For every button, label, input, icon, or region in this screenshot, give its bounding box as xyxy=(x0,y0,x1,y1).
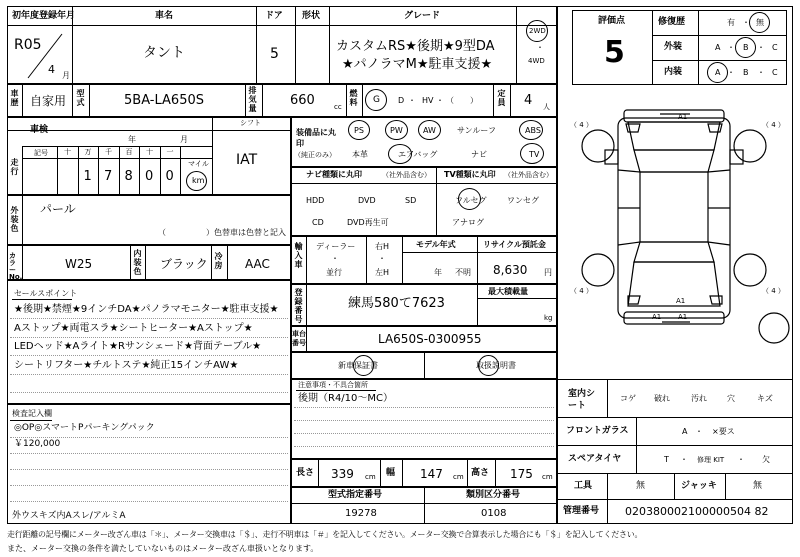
score-label: 評価点 xyxy=(598,16,626,26)
glass-label: フロントガラス xyxy=(566,426,629,436)
fuel-g: G xyxy=(373,95,380,105)
glass-a: A xyxy=(682,427,688,436)
notes-line: ◎OP◎スマートPパーキングパック xyxy=(14,423,155,433)
left-h: 左H xyxy=(375,268,390,277)
sales-line: Aストップ★両電スラ★シートヒーター★Aストップ★ xyxy=(14,322,253,334)
equip-pw: PW xyxy=(390,126,403,135)
score-value: 5 xyxy=(604,35,625,70)
exterior-b: B xyxy=(743,43,749,52)
navi-dvd-play: DVD再生可 xyxy=(347,218,389,227)
color-value: パール xyxy=(40,202,76,216)
new-warranty: 新車保証書 xyxy=(338,361,378,370)
equip-tv: TV xyxy=(529,150,540,159)
exterior-a: A xyxy=(715,43,721,52)
a1-rear-a: A1 xyxy=(652,313,662,321)
first-reg-era: R05 xyxy=(14,37,42,53)
divider xyxy=(557,473,793,474)
exterior-sep: ・ xyxy=(727,43,735,52)
remarks-label: 注意事項・不具合箇所 xyxy=(298,381,368,389)
fuel-d: D xyxy=(398,96,405,105)
first-reg-month: 4 xyxy=(48,63,55,76)
grade-label: グレード xyxy=(404,11,441,21)
repair-yes: 有 xyxy=(727,18,735,27)
navi-label: ナビ種類に丸印 xyxy=(306,170,362,179)
mgmt-value: 020380002100000504 82 xyxy=(625,505,769,518)
import-dot: ・ xyxy=(331,254,339,263)
width-unit: cm xyxy=(453,473,464,481)
recycle-label: リサイクル預託金 xyxy=(483,240,546,249)
mileage-sub: 記号 xyxy=(34,149,48,157)
yen-unit: 円 xyxy=(544,268,552,277)
tv-analog: アナログ xyxy=(452,218,484,227)
tv-label: TV種類に丸印 xyxy=(444,170,496,179)
interior-sep2: ・ xyxy=(757,68,765,77)
use-label: 車歴 xyxy=(10,89,19,107)
digit-value: 0 xyxy=(165,169,174,184)
divider xyxy=(636,417,637,473)
model-year-label: モデル年式 xyxy=(416,240,456,249)
chassis-label: 車台番号 xyxy=(292,330,306,347)
ac-label: 冷房 xyxy=(214,252,223,270)
drive-4wd: 4WD xyxy=(528,57,545,65)
color-no-label: カラーNo. xyxy=(9,252,23,281)
digit-header: 千 xyxy=(105,148,112,156)
mgmt-label: 管理番号 xyxy=(563,506,600,516)
a1-rear-b: A1 xyxy=(678,313,688,321)
divider xyxy=(607,379,608,417)
width-value: 147 xyxy=(420,467,443,481)
fuel-hv: HV xyxy=(422,96,434,105)
digit-value: 7 xyxy=(104,169,113,184)
navi-cd: CD xyxy=(312,218,324,227)
repair-no: 無 xyxy=(756,18,764,27)
digit-value: 8 xyxy=(124,169,133,184)
class-no-value: 0108 xyxy=(481,508,507,519)
glass-x: ×要ス xyxy=(712,427,735,436)
exterior-sep2: ・ xyxy=(757,43,765,52)
drive-dot: ・ xyxy=(536,43,544,52)
divider xyxy=(557,417,793,418)
a1-front: A1 xyxy=(678,113,688,121)
import-label: 輸入車 xyxy=(294,242,303,269)
divider xyxy=(725,473,726,499)
tire-rl: （ 4 ） xyxy=(570,287,593,295)
fuel-sep2: ・ xyxy=(436,96,444,105)
navi-sub: （社外品含む） xyxy=(382,171,431,179)
interior-color-label: 内装色 xyxy=(133,249,142,276)
equip-navi: ナビ xyxy=(471,150,487,159)
tire-rr: （ 4 ） xyxy=(762,287,785,295)
digit-header: 十 xyxy=(146,148,153,156)
fuel-sep: ・ xyxy=(408,96,416,105)
equip-abs: ABS xyxy=(525,126,541,135)
divider xyxy=(674,473,675,499)
interior-color-value: ブラック xyxy=(160,257,208,271)
footer-line2: また、メーター交換の条件を満たしていないものはメーター改ざん車扱いとなります。 xyxy=(7,544,319,553)
jack-label: ジャッキ xyxy=(681,481,717,491)
equipment-label: 装備品に丸印 xyxy=(296,128,336,148)
equip-ps: PS xyxy=(354,126,364,135)
seat-kizu: キズ xyxy=(757,394,773,403)
tv-fullseg: フルセグ xyxy=(455,196,487,205)
spare-lack: 欠 xyxy=(762,455,770,464)
navi-hdd: HDD xyxy=(306,196,325,205)
inspection-label: 車検 xyxy=(30,125,49,135)
digit-header: 万 xyxy=(84,148,92,156)
shape-label: 形状 xyxy=(302,11,321,21)
seat-yabure: 破れ xyxy=(654,394,670,403)
tv-sub: （社外品含む） xyxy=(504,171,553,179)
interior-label: 内装 xyxy=(664,67,683,77)
car-name: タント xyxy=(143,45,185,61)
navi-dvd: DVD xyxy=(358,196,376,205)
capacity-unit: 人 xyxy=(543,103,550,111)
spare-dot1: ・ xyxy=(680,455,688,464)
seat-ana: 穴 xyxy=(727,394,735,403)
digit-header: 百 xyxy=(125,148,133,156)
height-unit: cm xyxy=(542,473,553,481)
import-dealer: ディーラー xyxy=(316,242,356,251)
spare-dot2: ・ xyxy=(737,455,745,464)
model-value: 5BA-LA650S xyxy=(124,93,204,108)
footer-line1: 走行距離の記号欄にメーター改ざん車は「＊」、メーター交換車は「＄」、走行不明車は「＃」を記入してください。メーター交換で合算表示した場合にも「＄」を記入してください。 xyxy=(7,530,643,539)
repair-sep: ・ xyxy=(742,18,750,27)
height-value: 175 xyxy=(510,467,533,481)
km-label: km xyxy=(192,176,205,185)
interior-a: A xyxy=(715,68,721,77)
equip-sunroof: サンルーフ xyxy=(457,126,496,135)
notes-label: 検査記入欄 xyxy=(12,409,52,418)
spare-kit: 修理 KIT xyxy=(697,456,725,464)
inspection-month: 月 xyxy=(180,135,188,144)
import-parallel: 並行 xyxy=(326,268,342,277)
tv-oneseg: ワンセグ xyxy=(507,196,539,205)
sales-line: LEDヘッド★Aライト★Rサンシェード★背面テーブル★ xyxy=(14,341,262,352)
tire-fr: （ 4 ） xyxy=(762,121,785,129)
spare-t: T xyxy=(664,455,669,464)
glass-dot: ・ xyxy=(695,427,703,436)
equip-leather: 本革 xyxy=(352,150,368,159)
drive-2wd: 2WD xyxy=(529,27,546,35)
ac-value: AAC xyxy=(245,257,270,271)
notes-bottom: 外ウスキズ内Aスレ/アルミA xyxy=(12,511,126,521)
interior-c: C xyxy=(772,68,778,77)
mileage-label: 走行 xyxy=(10,158,19,176)
digit-value: 1 xyxy=(83,169,92,184)
a1-rear-top: A1 xyxy=(676,297,686,305)
kg-unit: kg xyxy=(544,314,553,322)
digit-header: 一 xyxy=(166,148,174,156)
first-reg-label: 初年度登録年月 xyxy=(12,11,76,21)
mile-label: マイル xyxy=(188,160,209,168)
tools-label: 工具 xyxy=(574,481,593,491)
car-name-label: 車名 xyxy=(155,11,174,21)
grade-line2: ★パノラマM★駐車支援★ xyxy=(342,57,493,72)
jack-value: 無 xyxy=(753,481,763,491)
length-value: 339 xyxy=(331,467,354,481)
length-unit: cm xyxy=(365,473,376,481)
interior-b: B xyxy=(743,68,749,77)
tools-value: 無 xyxy=(636,481,646,491)
spare-label: スペアタイヤ xyxy=(568,454,622,464)
navi-sd: SD xyxy=(405,196,417,205)
doors: 5 xyxy=(270,46,279,62)
seat-koge: コゲ xyxy=(620,394,636,403)
registration-label: 登録番号 xyxy=(294,288,303,324)
notes-line: ￥120,000 xyxy=(14,439,61,449)
max-load-label: 最大積載量 xyxy=(488,287,528,296)
inspection-year: 年 xyxy=(128,135,136,144)
registration-value: 練馬580て7623 xyxy=(348,296,445,311)
displacement-label: 排気量 xyxy=(248,86,257,113)
seat-yogore: 汚れ xyxy=(691,394,707,403)
hand-dot: ・ xyxy=(378,254,386,263)
interior-sep: ・ xyxy=(727,68,735,77)
fuel-other: （ ） xyxy=(446,96,478,105)
fuel-label: 燃料 xyxy=(349,89,358,107)
tire-fl: （ 4 ） xyxy=(570,121,593,129)
model-year-unknown: 不明 xyxy=(455,268,471,277)
seat-label: 室内シート xyxy=(568,389,596,411)
grade-line1: カスタムRS★後期★9型DA xyxy=(336,39,495,54)
door-label: ドア xyxy=(265,11,283,21)
digit-value: 0 xyxy=(145,169,154,184)
sales-line: シートリフター★チルトステ★純正15インチAW★ xyxy=(14,359,239,371)
color-note: （ ）色替車は色替と記入 xyxy=(158,228,286,237)
model-year-year: 年 xyxy=(434,268,442,277)
sales-label: セールスポイント xyxy=(14,289,78,298)
right-h: 右H xyxy=(375,242,390,251)
remarks-line: 後期（R4/10～MC） xyxy=(298,393,394,404)
month-suffix: 月 xyxy=(62,71,70,80)
height-label: 高さ xyxy=(471,468,490,478)
repair-label: 修復歴 xyxy=(658,17,686,27)
type-no-label: 型式指定番号 xyxy=(328,490,383,500)
displacement-value: 660 xyxy=(290,93,315,108)
type-no-value: 19278 xyxy=(345,508,377,519)
width-label: 幅 xyxy=(386,468,396,478)
divider xyxy=(557,445,793,446)
shift-value: IAT xyxy=(236,152,258,168)
divider xyxy=(557,499,793,500)
capacity-value: 4 xyxy=(524,93,533,108)
use-value: 自家用 xyxy=(30,94,67,108)
shift-label: シフト xyxy=(240,119,261,127)
class-no-label: 類別区分番号 xyxy=(466,490,521,500)
chassis-value: LA650S-0300955 xyxy=(378,332,482,346)
color-no-value: W25 xyxy=(65,257,93,271)
capacity-label: 定員 xyxy=(497,89,506,107)
recycle-value: 8,630 xyxy=(493,263,528,277)
model-label: 型式 xyxy=(76,89,85,107)
sales-line: ★後期★禁煙★9インチDA★パノラマモニター★駐車支援★ xyxy=(14,304,279,315)
manual: 取扱説明書 xyxy=(476,361,516,370)
exterior-c: C xyxy=(772,43,778,52)
equip-airbag: エアバッグ xyxy=(398,150,438,159)
equipment-sub: （純正のみ） xyxy=(294,151,336,159)
equip-aw: AW xyxy=(423,126,436,135)
length-label: 長さ xyxy=(296,468,315,478)
color-label: 外装色 xyxy=(10,206,19,233)
digit-header: 十 xyxy=(64,148,71,156)
cc-unit: cc xyxy=(334,103,342,111)
divider xyxy=(607,473,608,524)
exterior-label: 外装 xyxy=(664,42,683,52)
